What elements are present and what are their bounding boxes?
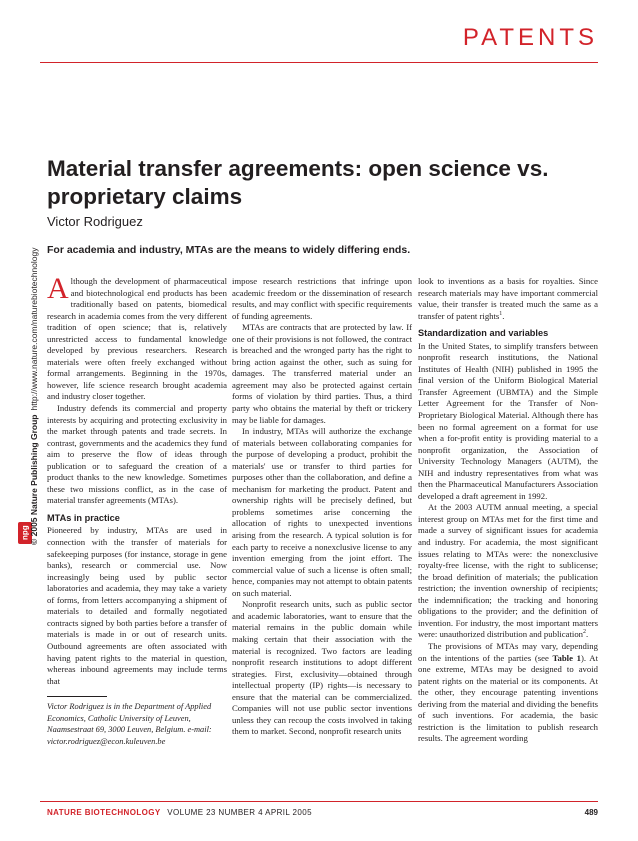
reference-marker[interactable]: 1	[499, 310, 503, 317]
author-affiliation-footnote: Victor Rodriguez is in the Department of Applied Economics, Catholic University of Leuven, Naamsestraat 69, 3000 Leuven, Belgium. e-mail: victor.rodriguez@econ.kuleuven.be	[47, 702, 212, 746]
paragraph	[418, 641, 598, 745]
standfirst: For academia and industry, MTAs are the means to widely differing ends.	[47, 244, 411, 256]
footer	[47, 808, 312, 817]
npg-logo-text: npg	[20, 525, 30, 541]
journal-url[interactable]: http://www.nature.com/naturebiotechnology	[29, 247, 39, 411]
paragraph-text: ). At one extreme, MTAs may be designed to avoid patent rights on the material or its components. At the other, they encourage patenting inventions deriving from the material and dividing the benefits of such inventions. For academia, the basic restriction is the limitation to publish research results. The agreement wording	[418, 652, 598, 744]
top-rule	[40, 62, 598, 63]
subheading: MTAs in practice	[47, 512, 120, 523]
issue-info: VOLUME 23 NUMBER 4 APRIL 2005	[167, 808, 312, 817]
paragraph-text: The provisions of MTAs may vary, depending on the intentions of the parties (see	[418, 640, 598, 663]
drop-cap: A	[47, 272, 69, 305]
page-number: 489	[584, 808, 598, 817]
column-1	[47, 272, 227, 747]
paragraph: In the United States, to simplify transfers between nonprofit research institutions, the National Institutes of Health (NIH) published in 1995 the final version of the Uniform Biological Material Transfer Agreement (UBMTA) and the Simple Letter Agreement for the Transfer of Non-Proprietary Biological Material. Although there has been no formal agreement on a format for use when a for-profit entity is providing material to a nonprofit organization, the Association of University Technology Managers (AUTM), the NIH and industry representatives from what was then the Pharmaceutical Manufacturers Association developed a draft agreement in 1992.	[418, 340, 598, 501]
paragraph-text: At the 2003 AUTM annual meeting, a special interest group on MTAs met for the first time and made a survey of significant issues for academia and industry. For academia, the most significant issues relating to MTAs were: the nonexclusive royalty-free license, with the right to sublicense; the broad definition of materials; the publication restriction; the invention ownership of recipients; the indemnification; the tracking and honoring obligations to the provider; and the definition of invention. For industry, the most important matters were: unauthorized distribution and publication	[418, 502, 598, 640]
paragraph	[418, 502, 598, 641]
paragraph: In industry, MTAs will authorize the exchange of materials between collaborating companies for the purpose of developing a product, prohibit the materials' use or transfer to third parties for purposes other than the collaboration, and define a mechanism for marketing the product. Patent and ownership rights will be precisely defined, but problems sometimes arise concerning the allocation of rights to unexpected inventions arising from the research. A typical solution is for each party to receive a nonexclusive license to any invention emerging from the joint effort. The commercial value of such a license is often small; hence, companies may not attempt to obtain patents on such material.	[232, 426, 412, 598]
footnote-rule	[47, 696, 107, 697]
column-3	[418, 276, 598, 745]
paragraph: Industry defends its commercial and property interests by acquiring and protecting exclusivity in the market through patents and trade secrets. In contrast, governments and the academics they fund aim to preserve the flow of ideas through publication or to safeguard the creation of a product thanks to the new knowledge. Sometimes these two missions conflict, as in the case of material transfer agreements (MTAs).	[47, 403, 227, 506]
paragraph: impose research restrictions that infringe upon academic freedom or the dissemination of research results, and may conflict with specific requirements of funding agreements.	[232, 276, 412, 321]
subheading: Standardization and variables	[418, 328, 549, 339]
table-reference-link[interactable]: Table 1	[552, 652, 582, 663]
author-name: Victor Rodriguez	[47, 214, 143, 229]
footer-rule	[40, 801, 598, 802]
section-header: PATENTS	[462, 24, 598, 51]
paragraph: Pioneered by industry, MTAs are used in connection with the transfer of materials for safekeeping purposes (for instance, storage in gene banks), research or commercial use. Now increasingly being used by public sector laboratories and academia, they may take a variety of forms, from letters accompanying a shipment of materials to detailed and formally negotiated contracts signed by both parties before a transfer of materials is made in or out of research units. Outbound agreements are often associated with having patent rights to the material in question, whereas inbound agreements may include terms that	[47, 525, 227, 686]
paragraph: MTAs are contracts that are protected by law. If one of their provisions is not followed, the contract is breached and the wronged party has the right to bring action against the other, such as suing for damages. The transferred material under an agreement may also be protected against certain forms of violation by third parties. Thus, a third party who obtains the material by theft or trickery may be liable for damages.	[232, 322, 412, 425]
punctuation: .	[586, 629, 589, 640]
paragraph	[418, 276, 598, 322]
paragraph	[47, 272, 227, 403]
article-title: Material transfer agreements: open science vs. proprietary claims	[47, 156, 549, 209]
punctuation: .	[502, 310, 505, 321]
paragraph-text: lthough the development of pharmaceutical and biotechnological end products has been traditionally based on patents, biomedical research in academia comes from the very different tradition of open science; that is, relatively unrestricted access to fundamental knowledge developed by previous researchers. Research materials were often freely exchanged without formal arrangements. Beginning in the 1970s, however, life science research brought academia and industry closer together.	[47, 276, 227, 402]
sidebar-copyright-line	[29, 248, 39, 546]
journal-name: NATURE BIOTECHNOLOGY	[47, 808, 161, 817]
column-2	[232, 276, 412, 738]
paragraph-text: look to inventions as a basis for royalties. Since research materials may have important commercial value, their transfer is treated much the same as a transfer of patent rights	[418, 276, 598, 321]
paragraph: Nonprofit research units, such as public sector and academic laboratories, want to ensure that the material remains in the public domain while making certain that their association with the material is recognized. Two factors are leading nonprofit research institutions to adopt different strategies. First, exclusivity—obtained through intellectual property (IP) rights—is necessary to ensure that the material can be commercialized. Companies will not use public sector inventions unless they can recoup the costs involved in taking them to market. Second, nonprofit research units	[232, 599, 412, 737]
reference-marker[interactable]: 2	[583, 629, 587, 636]
copyright-notice: © 2005 Nature Publishing Group	[29, 414, 39, 545]
